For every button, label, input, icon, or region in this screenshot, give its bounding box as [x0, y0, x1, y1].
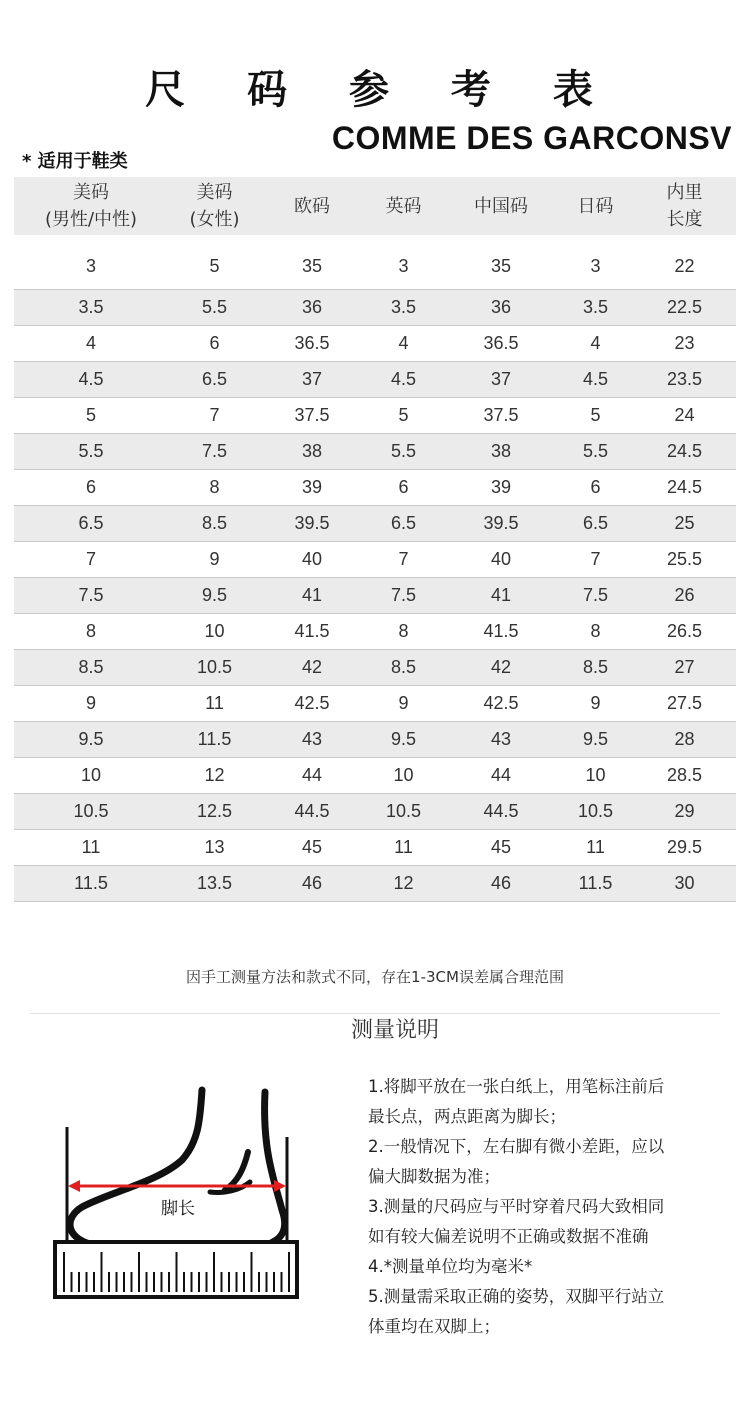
column-header-text: (男性/中性) — [44, 209, 138, 230]
table-cell: 9.5 — [558, 721, 633, 757]
column-header-text: 英码 — [385, 195, 422, 217]
table-cell: 4.5 — [14, 361, 168, 397]
table-cell: 9 — [14, 685, 168, 721]
table-row — [14, 649, 736, 685]
table-header-row — [14, 177, 736, 235]
table-cell: 43 — [261, 721, 363, 757]
table-cell: 7 — [558, 541, 633, 577]
table-cell: 10.5 — [168, 649, 261, 685]
column-header — [261, 177, 363, 235]
table-cell: 9 — [363, 685, 444, 721]
table-cell: 11 — [168, 685, 261, 721]
table-cell: 45 — [261, 829, 363, 865]
table-cell: 42 — [261, 649, 363, 685]
table-row — [14, 613, 736, 649]
table-cell: 35 — [444, 235, 558, 289]
table-cell: 29.5 — [633, 829, 736, 865]
table-cell: 5 — [363, 397, 444, 433]
table-cell: 44 — [444, 757, 558, 793]
table-cell: 28.5 — [633, 757, 736, 793]
table-cell: 7.5 — [558, 577, 633, 613]
table-cell: 6.5 — [363, 505, 444, 541]
size-table — [14, 177, 736, 902]
table-cell: 9 — [558, 685, 633, 721]
table-cell: 10 — [558, 757, 633, 793]
table-cell: 8 — [168, 469, 261, 505]
table-cell: 28 — [633, 721, 736, 757]
table-cell: 8.5 — [168, 505, 261, 541]
table-cell: 9 — [168, 541, 261, 577]
table-cell: 23.5 — [633, 361, 736, 397]
table-cell: 12.5 — [168, 793, 261, 829]
table-cell: 11.5 — [14, 865, 168, 901]
table-cell: 11 — [558, 829, 633, 865]
table-cell: 8 — [363, 613, 444, 649]
table-cell: 8.5 — [363, 649, 444, 685]
table-row — [14, 235, 736, 289]
table-cell: 5.5 — [168, 289, 261, 325]
table-cell: 37.5 — [261, 397, 363, 433]
column-header-text: 美码 — [73, 182, 109, 203]
table-cell: 39.5 — [261, 505, 363, 541]
table-row — [14, 793, 736, 829]
table-cell: 24.5 — [633, 469, 736, 505]
measure-heading: 测量说明 — [350, 1018, 439, 1043]
table-cell: 42 — [444, 649, 558, 685]
table-cell: 39 — [261, 469, 363, 505]
table-cell: 36.5 — [444, 325, 558, 361]
table-cell: 9.5 — [168, 577, 261, 613]
table-cell: 22 — [633, 235, 736, 289]
table-cell: 10 — [363, 757, 444, 793]
table-cell: 26 — [633, 577, 736, 613]
table-cell: 38 — [444, 433, 558, 469]
table-cell: 25 — [633, 505, 736, 541]
brand-name: COMME DES GARCONSV — [331, 120, 732, 156]
table-cell: 24 — [633, 397, 736, 433]
table-cell: 41.5 — [444, 613, 558, 649]
table-cell: 10.5 — [558, 793, 633, 829]
table-cell: 23 — [633, 325, 736, 361]
table-cell: 4 — [558, 325, 633, 361]
table-row — [14, 433, 736, 469]
table-cell: 11 — [363, 829, 444, 865]
measure-step-line: 如有较大偏差说明不正确或数据不准确 — [368, 1227, 649, 1246]
table-cell: 6 — [14, 469, 168, 505]
table-cell: 45 — [444, 829, 558, 865]
table-row — [14, 865, 736, 901]
measure-step-line: 5.测量需采取正确的姿势，双脚平行站立 — [368, 1287, 665, 1306]
table-cell: 8.5 — [14, 649, 168, 685]
measure-step-line: 体重均在双脚上； — [368, 1317, 500, 1336]
table-cell: 37 — [444, 361, 558, 397]
table-cell: 10 — [168, 613, 261, 649]
table-cell: 36 — [444, 289, 558, 325]
table-cell: 13 — [168, 829, 261, 865]
table-cell: 10.5 — [363, 793, 444, 829]
table-cell: 7.5 — [14, 577, 168, 613]
table-cell: 10.5 — [14, 793, 168, 829]
table-cell: 10 — [14, 757, 168, 793]
table-cell: 42.5 — [444, 685, 558, 721]
column-header-text: 日码 — [577, 195, 614, 217]
foot-outline — [70, 1090, 285, 1250]
measure-step-line: 3.测量的尺码应与平时穿着尺码大致相同 — [368, 1197, 665, 1216]
table-cell: 7.5 — [363, 577, 444, 613]
table-body — [14, 235, 736, 901]
table-cell: 7 — [14, 541, 168, 577]
table-cell: 44 — [261, 757, 363, 793]
arrow-head-left — [68, 1180, 80, 1192]
table-cell: 44.5 — [261, 793, 363, 829]
table-cell: 41.5 — [261, 613, 363, 649]
table-cell: 6 — [363, 469, 444, 505]
table-cell: 24.5 — [633, 433, 736, 469]
table-cell: 4 — [363, 325, 444, 361]
table-cell: 25.5 — [633, 541, 736, 577]
table-row — [14, 541, 736, 577]
table-cell: 3 — [14, 235, 168, 289]
column-header-text: 美码 — [196, 182, 233, 203]
column-header-text: 长度 — [666, 209, 703, 230]
table-cell: 12 — [168, 757, 261, 793]
table-cell: 8.5 — [558, 649, 633, 685]
table-cell: 5.5 — [14, 433, 168, 469]
table-cell: 36.5 — [261, 325, 363, 361]
foot-length-label: 脚长 — [161, 1199, 195, 1219]
column-header-text: (女性) — [189, 209, 240, 230]
table-cell: 41 — [444, 577, 558, 613]
tolerance-note: 因手工测量方法和款式不同，存在1-3CM误差属合理范围 — [186, 968, 564, 986]
table-cell: 6.5 — [168, 361, 261, 397]
table-cell: 35 — [261, 235, 363, 289]
table-cell: 7.5 — [168, 433, 261, 469]
table-cell: 6 — [168, 325, 261, 361]
table-cell: 29 — [633, 793, 736, 829]
table-cell: 8 — [558, 613, 633, 649]
column-header-text: 中国码 — [474, 195, 528, 217]
table-row — [14, 685, 736, 721]
applies-note: * 适用于鞋类 — [22, 151, 128, 172]
table-cell: 5 — [168, 235, 261, 289]
table-cell: 5.5 — [558, 433, 633, 469]
table-cell: 9.5 — [363, 721, 444, 757]
table-cell: 46 — [261, 865, 363, 901]
table-cell: 37 — [261, 361, 363, 397]
table-cell: 43 — [444, 721, 558, 757]
table-cell: 3.5 — [14, 289, 168, 325]
table-cell: 11 — [14, 829, 168, 865]
table-cell: 27 — [633, 649, 736, 685]
table-cell: 9.5 — [14, 721, 168, 757]
table-cell: 22.5 — [633, 289, 736, 325]
table-row — [14, 325, 736, 361]
measure-step-line: 最长点，两点距离为脚长； — [368, 1107, 566, 1126]
table-cell: 38 — [261, 433, 363, 469]
table-cell: 11.5 — [558, 865, 633, 901]
table-cell: 39.5 — [444, 505, 558, 541]
measure-step-line: 2.一般情况下，左右脚有微小差距，应以 — [368, 1137, 665, 1156]
table-cell: 3.5 — [363, 289, 444, 325]
table-cell: 3.5 — [558, 289, 633, 325]
foot-measure-illustration — [50, 1082, 310, 1302]
table-cell: 7 — [363, 541, 444, 577]
table-cell: 27.5 — [633, 685, 736, 721]
table-row — [14, 469, 736, 505]
table-cell: 4 — [14, 325, 168, 361]
measure-steps — [368, 1072, 728, 1342]
table-cell: 40 — [261, 541, 363, 577]
table-row — [14, 361, 736, 397]
table-cell: 6.5 — [558, 505, 633, 541]
column-header-text: 内里 — [666, 182, 703, 203]
table-cell: 7 — [168, 397, 261, 433]
table-cell: 4.5 — [363, 361, 444, 397]
table-cell: 3 — [558, 235, 633, 289]
table-cell: 8 — [14, 613, 168, 649]
table-cell: 26.5 — [633, 613, 736, 649]
table-row — [14, 721, 736, 757]
table-cell: 36 — [261, 289, 363, 325]
table-cell: 5.5 — [363, 433, 444, 469]
column-header — [363, 177, 444, 235]
column-header — [633, 177, 736, 235]
table-cell: 46 — [444, 865, 558, 901]
measure-step-line: 偏大脚数据为准； — [368, 1167, 500, 1186]
table-row — [14, 829, 736, 865]
page-title: 尺 码 参 考 表 — [145, 67, 617, 113]
table-row — [14, 289, 736, 325]
table-cell: 13.5 — [168, 865, 261, 901]
column-header — [168, 177, 261, 235]
table-cell: 39 — [444, 469, 558, 505]
table-cell: 6.5 — [14, 505, 168, 541]
measure-step-line: 4.*测量单位均为毫米* — [368, 1257, 533, 1276]
table-cell: 12 — [363, 865, 444, 901]
table-cell: 6 — [558, 469, 633, 505]
table-row — [14, 505, 736, 541]
table-cell: 37.5 — [444, 397, 558, 433]
table-row — [14, 397, 736, 433]
column-header-text: 欧码 — [294, 195, 330, 217]
measure-step-line: 1.将脚平放在一张白纸上，用笔标注前后 — [368, 1077, 665, 1096]
table-cell: 30 — [633, 865, 736, 901]
column-header — [444, 177, 558, 235]
table-row — [14, 577, 736, 613]
table-cell: 5 — [14, 397, 168, 433]
table-row — [14, 757, 736, 793]
table-cell: 4.5 — [558, 361, 633, 397]
table-cell: 5 — [558, 397, 633, 433]
table-cell: 40 — [444, 541, 558, 577]
table-cell: 11.5 — [168, 721, 261, 757]
column-header — [14, 177, 168, 235]
table-cell: 41 — [261, 577, 363, 613]
table-cell: 3 — [363, 235, 444, 289]
table-cell: 42.5 — [261, 685, 363, 721]
table-cell: 44.5 — [444, 793, 558, 829]
column-header — [558, 177, 633, 235]
